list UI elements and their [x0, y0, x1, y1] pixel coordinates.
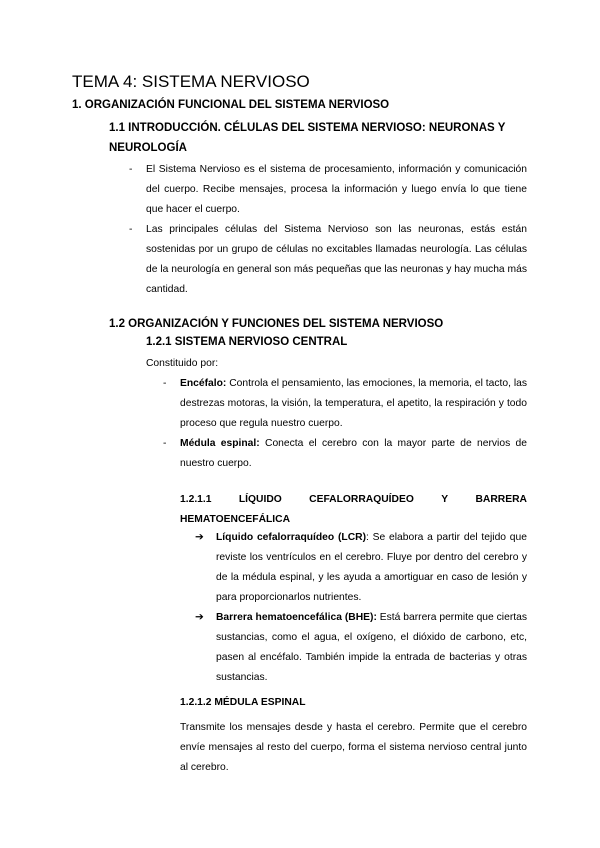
dash-bullet: - [163, 438, 167, 449]
subsection-heading-1-2-1-1 [180, 490, 527, 530]
list-item [163, 434, 527, 474]
arrow-bullet-icon: ➔ [195, 612, 204, 623]
arrow-list [195, 528, 527, 688]
dash-bullet: - [129, 164, 133, 175]
subsection-heading-1-2-1-2: 1.2.1.2 MÉDULA ESPINAL [180, 697, 306, 708]
list-item-text [216, 528, 527, 608]
heading-line: HEMATOENCEFÁLICA [180, 514, 291, 525]
list-item-text: El Sistema Nervioso es el sistema de procesamiento, información y comunicación del cuerpo. Recibe mensajes, procesa la información y luego envía lo que tiene que hacer el cuerpo. [146, 164, 527, 215]
definition: Controla el pensamiento, las emociones, la memoria, el tacto, las destrezas motoras, la visión, la temperatura, el apetito, la respiración y todo proceso que regula nuestro cuerpo. [180, 378, 527, 429]
list-item-text [216, 608, 527, 688]
intro-list [129, 160, 527, 300]
definition: Conecta el cerebro con la mayor parte de nervios de nuestro cuerpo. [180, 438, 527, 469]
heading-word: LÍQUIDO [238, 494, 282, 505]
subsection-heading-1-2: 1.2 ORGANIZACIÓN Y FUNCIONES DEL SISTEMA NERVIOSO [109, 318, 444, 330]
term: Barrera hematoencefálica (BHE): [216, 612, 377, 623]
list-item [163, 374, 527, 434]
term: Encéfalo: [180, 378, 227, 389]
subsection-heading-1-1: 1.1 INTRODUCCIÓN. CÉLULAS DEL SISTEMA NERVIOSO: NEURONAS Y NEUROLOGÍA [109, 122, 506, 154]
heading-number: 1.2.1.1 [180, 494, 212, 505]
heading-word: Y [441, 494, 449, 505]
definition: : Se elabora a partir del tejido que reviste los ventrículos en el cerebro. Fluye por dentro del cerebro y de la médula espinal, y les ayuda a amortiguar en caso de lesión y para proporcionarlos nutrientes. [216, 532, 527, 603]
list-item [129, 160, 527, 220]
subsection-heading-1-2-1: 1.2.1 SISTEMA NERVIOSO CENTRAL [146, 336, 348, 348]
intro-phrase: Constituido por: [146, 358, 219, 369]
dash-bullet: - [163, 378, 167, 389]
dash-bullet: - [129, 224, 133, 235]
document-title: TEMA 4: SISTEMA NERVIOSO [72, 72, 310, 91]
list-item-text [180, 374, 527, 434]
arrow-bullet-icon: ➔ [195, 532, 204, 543]
list-item [195, 528, 527, 608]
definition: Está barrera permite que ciertas sustancias, como el agua, el oxígeno, el dióxido de carbono, etc, pasen al encéfalo. También impide la entrada de bacterias y otras sustancias. [216, 612, 527, 683]
list-item [129, 220, 527, 300]
list-item-text: Las principales células del Sistema Nervioso son las neuronas, estás están sostenidas por un grupo de células no excitables llamadas neurología. Las células de la neurología en general son más pequeñas que las neuronas y hay mucha más cantidad. [146, 224, 527, 295]
snc-list [163, 374, 527, 474]
heading-word: CEFALORRAQUÍDEO [309, 494, 414, 505]
term: Médula espinal: [180, 438, 260, 449]
list-item-text [180, 434, 527, 474]
heading-word: BARRERA [475, 494, 527, 505]
section-heading-1: 1. ORGANIZACIÓN FUNCIONAL DEL SISTEMA NERVIOSO [72, 99, 390, 111]
list-item [195, 608, 527, 688]
medula-paragraph: Transmite los mensajes desde y hasta el cerebro. Permite que el cerebro envíe mensajes al resto del cuerpo, forma el sistema nervioso central junto al cerebro. [180, 722, 527, 773]
heading-line [180, 490, 527, 510]
term: Líquido cefalorraquídeo (LCR) [216, 532, 366, 543]
